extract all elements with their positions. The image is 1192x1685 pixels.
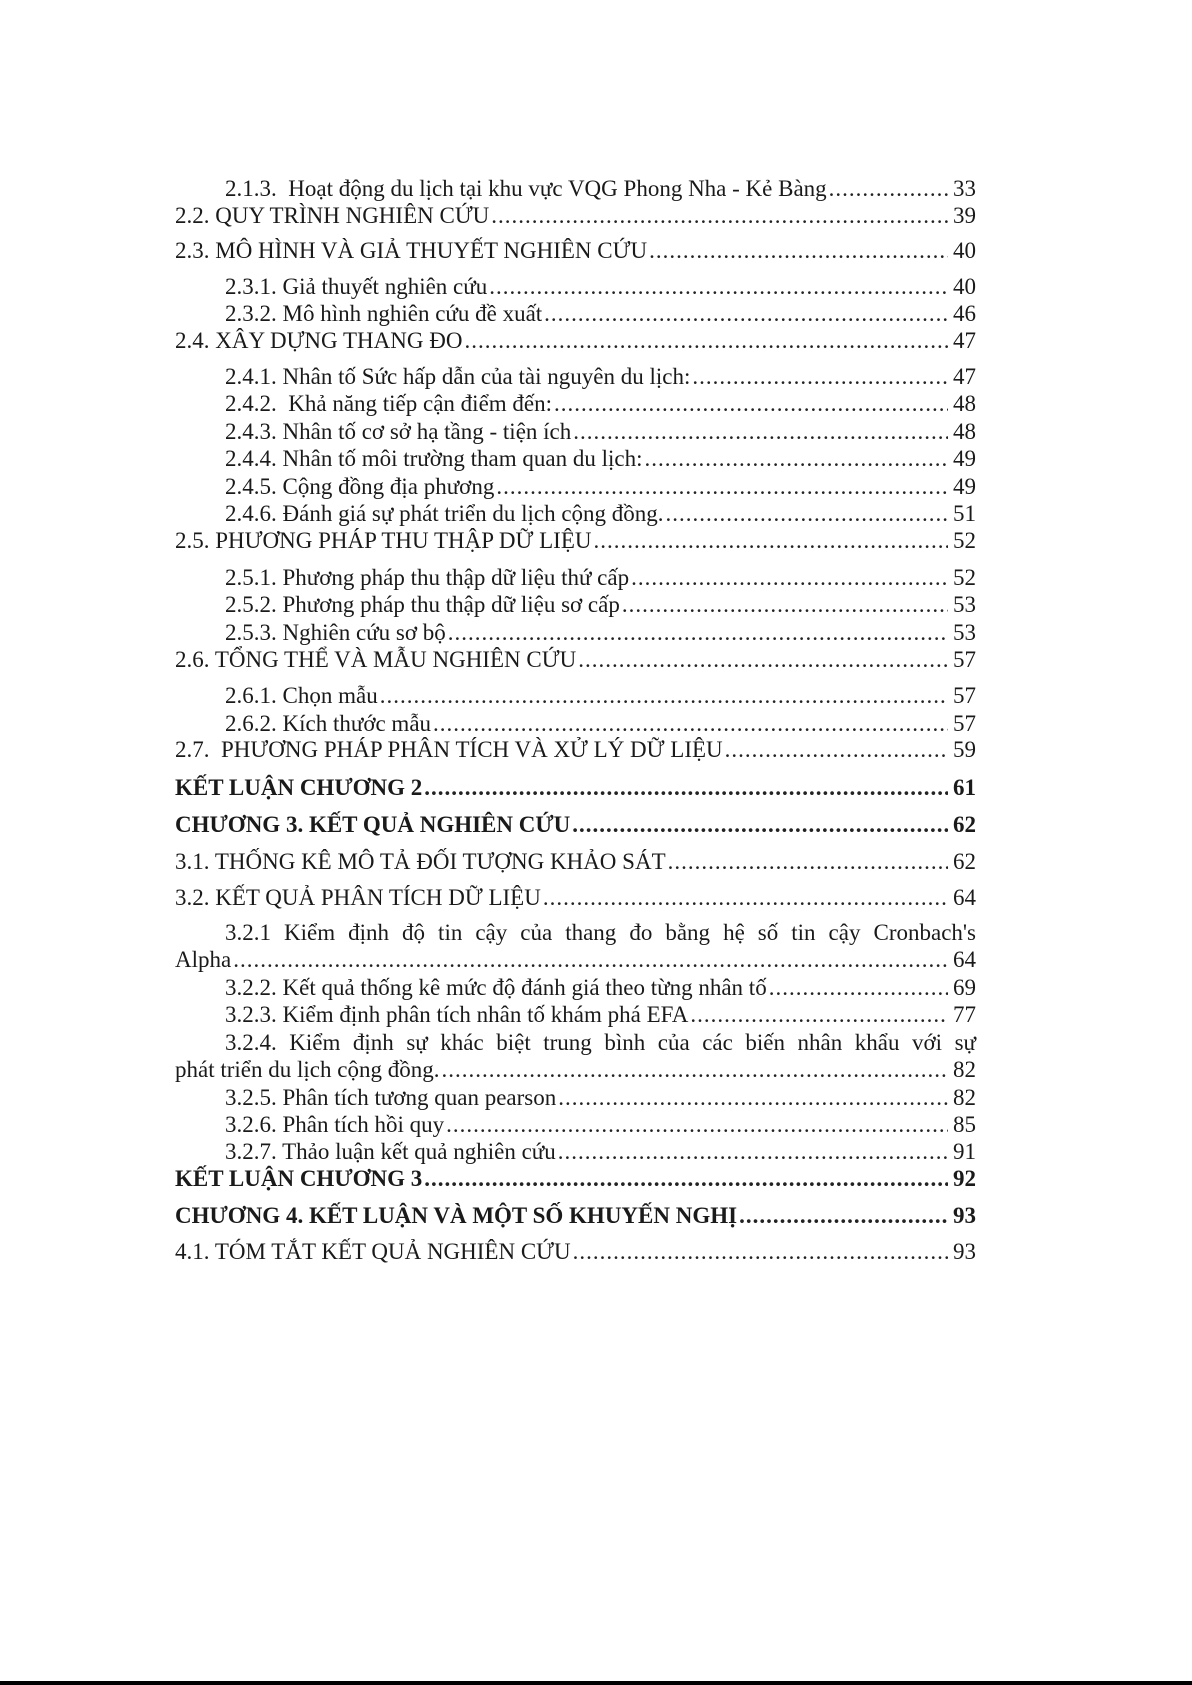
toc-entry-title-line1: 3.2.1 Kiểm định độ tin cậy của thang đo bằng hệ số tin cậy Cronbach's	[225, 920, 976, 945]
toc-leader-dots	[544, 300, 948, 327]
toc-entry-title: 2.5.3. Nghiên cứu sơ bộ	[225, 620, 446, 645]
toc-leader-dots	[491, 202, 948, 229]
toc-page-number: 47	[953, 328, 976, 353]
toc-leader-dots	[554, 390, 948, 417]
toc-page-number: 77	[953, 1002, 976, 1027]
toc-entry[interactable]	[175, 619, 976, 646]
toc-entry[interactable]	[175, 884, 976, 911]
toc-leader-dots	[573, 1238, 948, 1265]
toc-leader-dots	[558, 1084, 948, 1111]
toc-leader-dots	[424, 774, 948, 801]
toc-leader-dots	[578, 646, 948, 673]
toc-entry[interactable]	[175, 202, 976, 229]
toc-entry[interactable]	[175, 1111, 976, 1138]
toc-page-number: 33	[953, 176, 976, 201]
toc-entry[interactable]	[175, 1165, 976, 1192]
toc-leader-dots	[649, 237, 948, 264]
toc-entry-title: 2.6. TỔNG THỂ VÀ MẪU NGHIÊN CỨU	[175, 647, 577, 672]
toc-page-number: 64	[953, 947, 976, 972]
toc-page-number: 49	[953, 446, 976, 471]
toc-entry[interactable]	[175, 1138, 976, 1165]
toc-page-number: 69	[953, 975, 976, 1000]
toc-entry-title: CHƯƠNG 3. KẾT QUẢ NGHIÊN CỨU	[175, 812, 571, 837]
toc-page-number: 62	[953, 812, 976, 837]
toc-entry-title: 2.4.1. Nhân tố Sức hấp dẫn của tài nguyên du lịch:	[225, 364, 691, 389]
toc-page-number: 82	[953, 1085, 976, 1110]
toc-page-number: 52	[953, 565, 976, 590]
toc-page-number: 48	[953, 391, 976, 416]
toc-entry[interactable]	[175, 445, 976, 472]
toc-entry[interactable]	[175, 390, 976, 417]
toc-entry[interactable]	[175, 736, 976, 763]
toc-page-number: 64	[953, 885, 976, 910]
toc-entry[interactable]	[175, 710, 976, 737]
toc-entry-title: 3.1. THỐNG KÊ MÔ TẢ ĐỐI TƯỢNG KHẢO SÁT	[175, 849, 666, 874]
toc-entry-title: KẾT LUẬN CHƯƠNG 3	[175, 1166, 423, 1191]
toc-entry[interactable]	[175, 363, 976, 390]
toc-entry[interactable]	[175, 273, 976, 300]
toc-entry-title: 3.2.2. Kết quả thống kê mức độ đánh giá theo từng nhân tố	[225, 975, 767, 1000]
toc-entry-title: 2.5. PHƯƠNG PHÁP THU THẬP DỮ LIỆU	[175, 528, 592, 553]
toc-entry-title: Alpha	[175, 947, 232, 972]
toc-leader-dots	[572, 811, 948, 838]
toc-entry[interactable]	[175, 1202, 976, 1229]
toc-entry[interactable]	[175, 682, 976, 709]
toc-entry-title: 2.3.2. Mô hình nghiên cứu đề xuất	[225, 301, 543, 326]
toc-page-number: 47	[953, 364, 976, 389]
toc-page-number: 57	[953, 647, 976, 672]
toc-leader-dots	[829, 175, 948, 202]
toc-page-number: 93	[953, 1203, 976, 1228]
toc-entry[interactable]	[175, 327, 976, 354]
toc-leader-dots	[645, 445, 949, 472]
toc-entry[interactable]	[175, 774, 976, 801]
toc-entry-multiline[interactable]	[175, 919, 976, 973]
toc-leader-dots	[558, 1138, 948, 1165]
toc-entry-title: 2.3. MÔ HÌNH VÀ GIẢ THUYẾT NGHIÊN CỨU	[175, 238, 648, 263]
toc-page-number: 51	[953, 501, 976, 526]
toc-entry-title: 2.4.3. Nhân tố cơ sở hạ tầng - tiện ích	[225, 419, 572, 444]
toc-leader-dots	[446, 1111, 948, 1138]
toc-entry[interactable]	[175, 564, 976, 591]
page-bottom-edge	[0, 1681, 1192, 1685]
toc-entry-title: 2.6.2. Kích thước mẫu	[225, 711, 432, 736]
toc-entry[interactable]	[175, 473, 976, 500]
toc-leader-dots	[424, 1165, 948, 1192]
toc-leader-dots	[543, 884, 948, 911]
toc-page-number: 62	[953, 849, 976, 874]
toc-leader-dots	[489, 273, 948, 300]
toc-page-number: 49	[953, 474, 976, 499]
toc-entry[interactable]	[175, 300, 976, 327]
toc-entry-title: 2.5.1. Phương pháp thu thập dữ liệu thứ cấp	[225, 565, 630, 590]
toc-entry[interactable]	[175, 1238, 976, 1265]
toc-page-number: 82	[953, 1057, 976, 1082]
toc-entry[interactable]	[175, 527, 976, 554]
toc-entry-title: CHƯƠNG 4. KẾT LUẬN VÀ MỘT SỐ KHUYẾN NGHỊ	[175, 1203, 738, 1228]
toc-entry[interactable]	[175, 500, 976, 527]
toc-entry-title: 3.2.3. Kiểm định phân tích nhân tố khám phá EFA	[225, 1002, 689, 1027]
toc-entry-title: 2.4.5. Cộng đồng địa phương	[225, 474, 495, 499]
toc-entry-title: 2.1.3. Hoạt động du lịch tại khu vực VQG Phong Nha - Kẻ Bàng	[225, 176, 827, 201]
toc-leader-dots	[668, 848, 948, 875]
toc-page-number: 85	[953, 1112, 976, 1137]
toc-entry[interactable]	[175, 848, 976, 875]
toc-leader-dots	[622, 591, 948, 618]
toc-entry-title: 2.4.2. Khả năng tiếp cận điểm đến:	[225, 391, 553, 416]
toc-leader-dots	[380, 682, 948, 709]
toc-entry[interactable]	[175, 811, 976, 838]
toc-entry[interactable]	[175, 591, 976, 618]
toc-entry-title: 3.2. KẾT QUẢ PHÂN TÍCH DỮ LIỆU	[175, 885, 541, 910]
toc-entry-title: 2.4. XÂY DỰNG THANG ĐO	[175, 328, 463, 353]
toc-page-number: 57	[953, 711, 976, 736]
toc-leader-dots	[690, 1001, 948, 1028]
toc-entry-title: 2.7. PHƯƠNG PHÁP PHÂN TÍCH VÀ XỬ LÝ DỮ LIỆU	[175, 737, 723, 762]
toc-entry-title: phát triển du lịch cộng đồng.	[175, 1057, 440, 1082]
toc-page-number: 52	[953, 528, 976, 553]
toc-entry[interactable]	[175, 974, 976, 1001]
toc-leader-dots	[448, 619, 948, 646]
toc-leader-dots	[441, 1056, 948, 1083]
toc-entry-title: KẾT LUẬN CHƯƠNG 2	[175, 775, 423, 800]
toc-entry-title: 4.1. TÓM TẮT KẾT QUẢ NGHIÊN CỨU	[175, 1239, 571, 1264]
toc-entry-title: 3.2.6. Phân tích hồi quy	[225, 1112, 445, 1137]
toc-entry-title: 3.2.7. Thảo luận kết quả nghiên cứu	[225, 1139, 556, 1164]
toc-page-number: 40	[953, 274, 976, 299]
toc-leader-dots	[433, 710, 948, 737]
toc-leader-dots	[464, 327, 948, 354]
toc-page-number: 53	[953, 620, 976, 645]
toc-entry[interactable]	[175, 237, 976, 264]
toc-page-number: 57	[953, 683, 976, 708]
toc-page-number: 91	[953, 1139, 976, 1164]
toc-leader-dots	[666, 500, 948, 527]
toc-leader-dots	[725, 736, 948, 763]
toc-page-number: 39	[953, 203, 976, 228]
toc-leader-dots	[631, 564, 948, 591]
toc-entry-title: 2.5.2. Phương pháp thu thập dữ liệu sơ cấp	[225, 592, 620, 617]
toc-page-number: 59	[953, 737, 976, 762]
toc-entry-title-line1: 3.2.4. Kiểm định sự khác biệt trung bình của các biến nhân khẩu với sự	[225, 1030, 976, 1055]
toc-entry[interactable]	[175, 646, 976, 673]
toc-page-number: 40	[953, 238, 976, 263]
toc-entry[interactable]	[175, 418, 976, 445]
toc-page-number: 48	[953, 419, 976, 444]
toc-leader-dots	[692, 363, 948, 390]
toc-entry[interactable]	[175, 175, 976, 202]
toc-entry[interactable]	[175, 1001, 976, 1028]
toc-leader-dots	[233, 946, 948, 973]
toc-leader-dots	[739, 1202, 948, 1229]
toc-entry-title: 2.3.1. Giả thuyết nghiên cứu	[225, 274, 488, 299]
toc-page-number: 93	[953, 1239, 976, 1264]
toc-leader-dots	[496, 473, 948, 500]
toc-page-number: 53	[953, 592, 976, 617]
toc-leader-dots	[573, 418, 948, 445]
toc-entry[interactable]	[175, 1084, 976, 1111]
toc-entry-multiline[interactable]	[175, 1029, 976, 1083]
toc-entry-title: 2.4.6. Đánh giá sự phát triển du lịch cộng đồng.	[225, 501, 664, 526]
toc-page-number: 61	[953, 775, 976, 800]
toc-leader-dots	[594, 527, 949, 554]
toc-entry-title: 2.2. QUY TRÌNH NGHIÊN CỨU	[175, 203, 490, 228]
toc-leader-dots	[769, 974, 948, 1001]
toc-page-number: 46	[953, 301, 976, 326]
toc-page-number: 92	[953, 1166, 976, 1191]
toc-entry-title: 3.2.5. Phân tích tương quan pearson	[225, 1085, 557, 1110]
toc-entry-title: 2.4.4. Nhân tố môi trường tham quan du lịch:	[225, 446, 643, 471]
toc-entry-title: 2.6.1. Chọn mẫu	[225, 683, 378, 708]
